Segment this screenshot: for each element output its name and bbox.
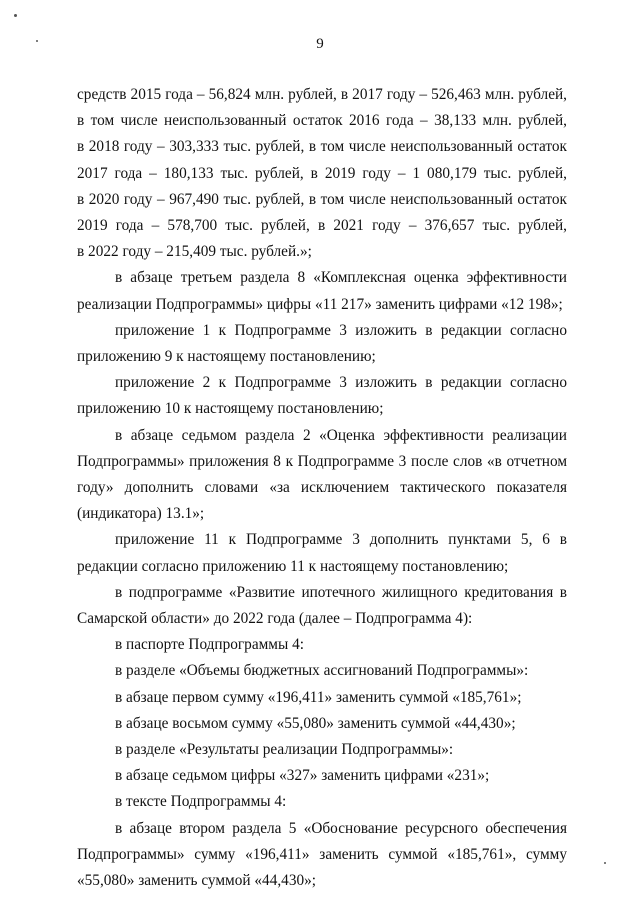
text-line: редакции согласно приложению 11 к настоящему постановлению; — [77, 557, 509, 575]
text-line: приложение 1 к Подпрограмме 3 изложить в редакции согласно — [115, 321, 567, 339]
text-line: приложение 2 к Подпрограмме 3 изложить в редакции согласно — [115, 374, 567, 392]
scan-speck — [14, 14, 17, 17]
paragraph — [77, 816, 567, 895]
text-line: в абзаце седьмом раздела 2 «Оценка эффективности реализации — [115, 426, 567, 444]
paragraph — [77, 318, 567, 370]
text-line: в 2022 году – 215,409 тыс. рублей.»; — [77, 243, 312, 261]
paragraph — [77, 789, 567, 815]
scan-speck — [604, 862, 606, 864]
paragraph — [77, 763, 567, 789]
text-line: в подпрограмме «Развитие ипотечного жилищного кредитования в — [115, 583, 567, 601]
text-line: в абзаце втором раздела 5 «Обоснование ресурсного обеспечения — [115, 819, 567, 837]
paragraph — [77, 632, 567, 658]
text-line: (индикатора) 13.1»; — [77, 505, 205, 523]
text-line: в 2020 году – 967,490 тыс. рублей, в том числе неиспользованный остаток — [77, 190, 567, 208]
text-line: в паспорте Подпрограммы 4: — [115, 636, 304, 654]
text-line: Подпрограммы» приложения 8 к Подпрограмме 3 после слов «в отчетном — [77, 452, 567, 470]
page-number: 9 — [316, 36, 324, 52]
text-line: средств 2015 года – 56,824 млн. рублей, в 2017 году – 526,463 млн. рублей, — [77, 86, 567, 103]
paragraph — [77, 711, 567, 737]
document-body — [77, 82, 567, 894]
text-line: в абзаце восьмом сумму «55,080» заменить суммой «44,430»; — [115, 714, 516, 732]
text-line: в разделе «Объемы бюджетных ассигнований Подпрограммы»: — [115, 662, 529, 680]
text-line: в том числе неиспользованный остаток 2016 года – 38,133 млн. рублей, — [77, 112, 567, 130]
text-line: Самарской области» до 2022 года (далее – Подпрограмма 4): — [77, 610, 473, 628]
text-line: в абзаце седьмом цифры «327» заменить цифрами «231»; — [115, 767, 490, 785]
paragraph — [77, 737, 567, 763]
paragraph — [77, 265, 567, 317]
paragraph — [77, 370, 567, 422]
text-line: 2017 года – 180,133 тыс. рублей, в 2019 году – 1 080,179 тыс. рублей, — [77, 164, 567, 182]
text-line: в абзаце первом сумму «196,411» заменить суммой «185,761»; — [115, 688, 522, 706]
text-line: приложению 9 к настоящему постановлению; — [77, 348, 376, 366]
text-line: Подпрограммы» сумму «196,411» заменить суммой «185,761», сумму — [77, 845, 567, 863]
paragraph — [77, 685, 567, 711]
text-line: приложению 10 к настоящему постановлению; — [77, 400, 384, 418]
text-line: в разделе «Результаты реализации Подпрограммы»: — [115, 741, 454, 759]
text-line: реализации Подпрограммы» цифры «11 217» заменить цифрами «12 198»; — [77, 295, 563, 313]
paragraph — [77, 658, 567, 684]
paragraph — [77, 527, 567, 579]
paragraph — [77, 423, 567, 528]
paragraph — [77, 82, 567, 265]
text-line: «55,080» заменить суммой «44,430»; — [77, 872, 317, 890]
text-line: 2019 года – 578,700 тыс. рублей, в 2021 году – 376,657 тыс. рублей, — [77, 217, 567, 235]
text-line: году» дополнить словами «за исключением тактического показателя — [77, 479, 567, 497]
paragraph — [77, 580, 567, 632]
text-line: приложение 11 к Подпрограмме 3 дополнить пунктами 5, 6 в — [115, 531, 567, 549]
text-line: в 2018 году – 303,333 тыс. рублей, в том числе неиспользованный остаток — [77, 138, 567, 156]
text-line: в тексте Подпрограммы 4: — [115, 793, 287, 811]
text-line: в абзаце третьем раздела 8 «Комплексная оценка эффективности — [115, 269, 567, 287]
